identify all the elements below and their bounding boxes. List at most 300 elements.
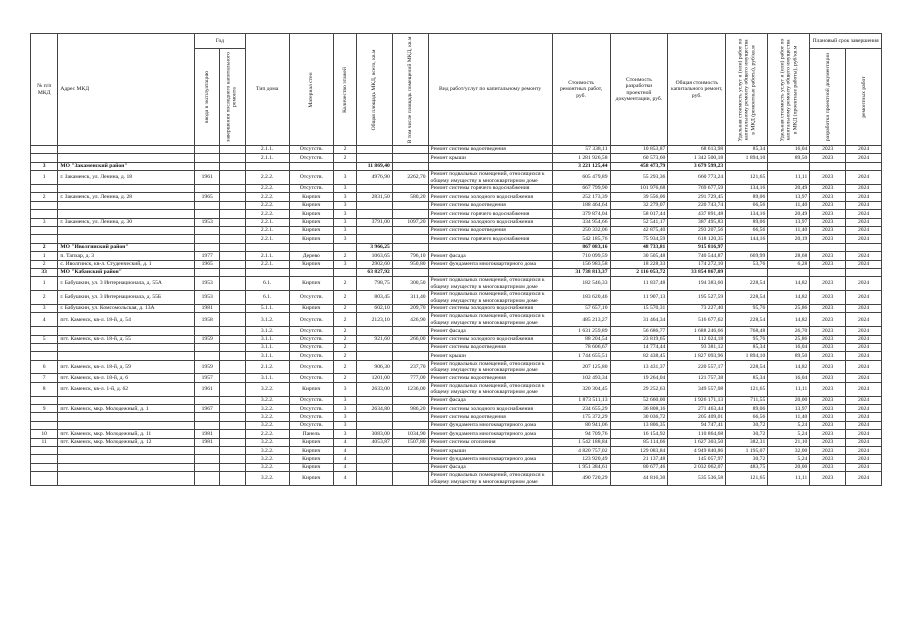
cell-deadline-repair: 2024 (846, 313, 882, 327)
cell-floors: 3 (333, 210, 356, 218)
cell-unit-cost-design: 25,86 (768, 335, 810, 343)
cell-repair-cost: 542 185,76 (552, 235, 610, 243)
cell-unit-cost-design (768, 243, 810, 251)
cell-deadline-design: 2023 (810, 235, 846, 243)
cell-design-cost: 30 036,72 (610, 413, 668, 421)
cell-total-cost: 271 463,44 (668, 405, 726, 413)
cell-total-cost: 535 536,58 (668, 472, 726, 486)
cell-unit-cost-repair: 89,06 (726, 218, 768, 226)
cell-unit-cost-design: 11,40 (768, 201, 810, 209)
cell-work-type: Ремонт подвальных помещений, относящихся к общему имуществу в многоквартирном доме (428, 277, 552, 291)
cell-work-type: Ремонт подвальных помещений, относящихся к общему имуществу в многоквартирном доме (428, 313, 552, 327)
cell-deadline-design: 2023 (810, 226, 846, 234)
cell-wall-material: Кирпич (289, 193, 333, 201)
cell-deadline-design: 2023 (810, 472, 846, 486)
cell-design-cost: 52 541,17 (610, 218, 668, 226)
cell-wall-material: Кирпич (289, 210, 333, 218)
table-header (31, 34, 882, 146)
cell-work-type: Ремонт подвальных помещений, относящихся к общему имуществу в многоквартирном доме (428, 382, 552, 396)
table-row (31, 226, 882, 234)
cell-house-type: 6.1. (245, 291, 289, 305)
table-row (31, 335, 882, 343)
cell-design-cost: 13 431,37 (610, 360, 668, 374)
cell-year-overhaul (220, 171, 245, 185)
cell-design-cost: 18 228,33 (610, 260, 668, 268)
cell-design-cost: 82 438,45 (610, 352, 668, 360)
cell-total-area (357, 154, 393, 162)
cell-total-cost: 94 747,41 (668, 421, 726, 429)
cell-unit-cost-design: 16,04 (768, 374, 810, 382)
cell-total-cost: 516 677,62 (668, 313, 726, 327)
cell-year-overhaul (220, 162, 245, 170)
header-premises-area: В том числе площадь помещений МКД, кв.м (392, 34, 428, 146)
cell-unit-cost-design: 32,00 (768, 447, 810, 455)
cell-wall-material: Отсутств. (289, 327, 333, 335)
cell-house-type: 3.2.2. (245, 455, 289, 463)
cell-design-cost: 2 116 053,72 (610, 268, 668, 276)
cell-total-cost: 349 557,08 (668, 382, 726, 396)
cell-work-type: Ремонт фундамента многоквартирного дома (428, 430, 552, 438)
table-row (31, 421, 882, 429)
cell-total-cost: 1 627 303,50 (668, 438, 726, 446)
cell-unit-cost-design: 14,82 (768, 313, 810, 327)
cell-deadline-design: 2023 (810, 218, 846, 226)
table-row (31, 413, 882, 421)
cell-floors: 2 (333, 291, 356, 305)
cell-deadline-design: 2023 (810, 277, 846, 291)
cell-design-cost: 85 114,66 (610, 438, 668, 446)
table-body (31, 146, 882, 486)
cell-year-commission (195, 154, 220, 162)
district-subtotal-row (31, 243, 882, 251)
cell-total-cost: 205 409,01 (668, 413, 726, 421)
table-row (31, 146, 882, 154)
cell-unit-cost-design: 28,68 (768, 252, 810, 260)
cell-house-type: 6.1. (245, 277, 289, 291)
cell-design-cost: 15 570,31 (610, 304, 668, 312)
cell-year-overhaul (220, 343, 245, 351)
cell-house-type: 2.2.1. (245, 226, 289, 234)
header-house-type: Тип дома (245, 34, 289, 146)
cell-total-cost: 68 613,98 (668, 146, 726, 154)
cell-deadline-repair: 2024 (846, 184, 882, 192)
cell-unit-cost-design: 11,11 (768, 382, 810, 396)
cell-year-commission: 1959 (195, 360, 220, 374)
cell-deadline-design: 2023 (810, 146, 846, 154)
cell-premises-area: 986,20 (392, 405, 428, 413)
cell-total-area: 2633,00 (357, 382, 393, 396)
cell-num (31, 463, 58, 471)
cell-year-commission: 1958 (195, 313, 220, 327)
cell-num (31, 421, 58, 429)
cell-premises-area (392, 455, 428, 463)
cell-house-type: 2.2.2. (245, 210, 289, 218)
cell-year-overhaul (220, 226, 245, 234)
cell-premises-area (392, 243, 428, 251)
cell-unit-cost-repair: 30,72 (726, 430, 768, 438)
cell-num: 3 (31, 218, 58, 226)
cell-year-overhaul (220, 430, 245, 438)
cell-repair-cost: 207 125,80 (552, 360, 610, 374)
cell-unit-cost-design: 11,40 (768, 226, 810, 234)
cell-floors: 4 (333, 463, 356, 471)
cell-deadline-design: 2023 (810, 335, 846, 343)
cell-premises-area: 1034,90 (392, 430, 428, 438)
cell-total-cost: 220 743,74 (668, 201, 726, 209)
cell-total-area: 1063,65 (357, 252, 393, 260)
cell-deadline-repair: 2024 (846, 154, 882, 162)
cell-unit-cost-design: 5,24 (768, 455, 810, 463)
cell-repair-cost: 250 332,06 (552, 226, 610, 234)
cell-year-commission (195, 396, 220, 404)
cell-work-type: Ремонт системы водоотведения (428, 343, 552, 351)
cell-unit-cost-repair: 53,76 (726, 260, 768, 268)
cell-total-cost: 93 381,12 (668, 343, 726, 351)
cell-deadline-design: 2023 (810, 260, 846, 268)
cell-wall-material: Кирпич (289, 235, 333, 243)
cell-work-type: Ремонт фундамента многоквартирного дома (428, 455, 552, 463)
cell-year-overhaul (220, 463, 245, 471)
cell-house-type: 3.2.2. (245, 421, 289, 429)
cell-design-cost: 13 806,35 (610, 421, 668, 429)
cell-repair-cost: 57 657,10 (552, 304, 610, 312)
cell-repair-cost: 156 983,58 (552, 260, 610, 268)
cell-address: пгт. Каменск, кв-л. 18-й, д. 54 (58, 313, 195, 327)
cell-work-type: Ремонт фасада (428, 327, 552, 335)
cell-house-type: 2.2.2. (245, 184, 289, 192)
table-row (31, 374, 882, 382)
table-row (31, 277, 882, 291)
cell-work-type: Ремонт системы водоотведения (428, 201, 552, 209)
cell-repair-cost: 334 954,66 (552, 218, 610, 226)
cell-wall-material: Отсутств. (289, 291, 333, 305)
cell-total-area: 2123,10 (357, 313, 393, 327)
cell-house-type: 3.2.2. (245, 396, 289, 404)
cell-wall-material: Кирпич (289, 304, 333, 312)
cell-work-type: Ремонт системы холодного водоснабжения (428, 405, 552, 413)
cell-deadline-design: 2023 (810, 291, 846, 305)
cell-year-commission: 1961 (195, 171, 220, 185)
cell-deadline-design: 2023 (810, 405, 846, 413)
cell-deadline-design: 2023 (810, 313, 846, 327)
cell-wall-material: Отсутств. (289, 413, 333, 421)
cell-work-type: Ремонт подвальных помещений, относящихся к общему имуществу в многоквартирном доме (428, 472, 552, 486)
cell-deadline-repair: 2024 (846, 455, 882, 463)
cell-year-overhaul (220, 210, 245, 218)
cell-floors: 4 (333, 438, 356, 446)
cell-deadline-design: 2023 (810, 252, 846, 260)
cell-work-type: Ремонт системы водоотведения (428, 413, 552, 421)
cell-total-cost: 437 891,48 (668, 210, 726, 218)
cell-deadline-repair: 2024 (846, 382, 882, 396)
cell-year-commission (195, 201, 220, 209)
cell-work-type: Ремонт подвальных помещений, относящихся к общему имуществу в многоквартирном доме (428, 360, 552, 374)
cell-deadline-design (810, 243, 846, 251)
cell-design-cost: 75 934,59 (610, 235, 668, 243)
cell-wall-material: Отсутств. (289, 374, 333, 382)
cell-work-type: Ремонт системы отопления (428, 438, 552, 446)
cell-house-type: 2.2.2. (245, 201, 289, 209)
cell-total-cost: 660 773,24 (668, 171, 726, 185)
cell-total-area (357, 396, 393, 404)
cell-design-cost: 11 837,48 (610, 277, 668, 291)
header-repair-cost: Стоимость ремонтных работ, руб. (552, 34, 610, 146)
cell-floors: 2 (333, 313, 356, 327)
cell-year-commission (195, 327, 220, 335)
cell-premises-area (392, 184, 428, 192)
cell-num (31, 343, 58, 351)
cell-deadline-design: 2023 (810, 413, 846, 421)
cell-num (31, 235, 58, 243)
cell-address: пгт. Каменск, кв-л. 18-й, д. 6 (58, 374, 195, 382)
cell-total-area (357, 413, 393, 421)
cell-total-cost: 195 527,59 (668, 291, 726, 305)
cell-address: МО "Иволгинский район" (58, 243, 195, 251)
table-row (31, 252, 882, 260)
cell-year-commission (195, 447, 220, 455)
district-subtotal-row (31, 162, 882, 170)
cell-house-type: 3.1.1. (245, 374, 289, 382)
table-row (31, 260, 882, 268)
capital-repair-table (30, 33, 882, 486)
document-page (30, 33, 882, 486)
cell-year-commission (195, 455, 220, 463)
cell-unit-cost-design: 14,82 (768, 360, 810, 374)
cell-premises-area: 1507,80 (392, 438, 428, 446)
cell-num: 1 (31, 252, 58, 260)
cell-floors: 4 (333, 447, 356, 455)
cell-house-type: 2.1.1. (245, 252, 289, 260)
cell-wall-material: Отсутств. (289, 352, 333, 360)
cell-total-area: 602,10 (357, 304, 393, 312)
cell-design-cost: 48 733,81 (610, 243, 668, 251)
cell-wall-material (289, 162, 333, 170)
table-row (31, 472, 882, 486)
cell-floors: 2 (333, 335, 356, 343)
cell-total-area: 803,45 (357, 291, 393, 305)
cell-year-commission (195, 243, 220, 251)
cell-total-area: 4053,87 (357, 438, 393, 446)
cell-repair-cost: 490 720,29 (552, 472, 610, 486)
cell-design-cost: 458 473,79 (610, 162, 668, 170)
cell-house-type: 3.2.2. (245, 405, 289, 413)
cell-work-type: Ремонт фасада (428, 463, 552, 471)
cell-year-commission (195, 463, 220, 471)
cell-repair-cost: 123 920,49 (552, 455, 610, 463)
cell-floors: 3 (333, 421, 356, 429)
cell-num: 2 (31, 291, 58, 305)
cell-work-type (428, 162, 552, 170)
cell-deadline-design: 2023 (810, 396, 846, 404)
cell-premises-area (392, 352, 428, 360)
cell-house-type: 3.2.2. (245, 413, 289, 421)
cell-unit-cost-repair: 66,56 (726, 413, 768, 421)
cell-year-commission (195, 413, 220, 421)
cell-total-cost: 145 057,97 (668, 455, 726, 463)
cell-address: МО "Закаменский район" (58, 162, 195, 170)
table-row (31, 184, 882, 192)
cell-unit-cost-design: 16,04 (768, 343, 810, 351)
header-year-group: Год (195, 34, 245, 49)
header-total-area: Общая площадь МКД, всего, кв.м (357, 34, 393, 146)
header-year-overhaul: завершения последнего капитального ремонта (220, 49, 245, 146)
cell-wall-material: Кирпич (289, 438, 333, 446)
cell-repair-cost: 102 493,34 (552, 374, 610, 382)
cell-unit-cost-repair: 121,65 (726, 382, 768, 396)
cell-work-type: Ремонт системы горячего водоснабжения (428, 184, 552, 192)
cell-year-commission: 1967 (195, 405, 220, 413)
cell-deadline-repair: 2024 (846, 352, 882, 360)
cell-wall-material: Кирпич (289, 226, 333, 234)
cell-premises-area: 2262,70 (392, 171, 428, 185)
cell-premises-area (392, 463, 428, 471)
cell-house-type: 3.1.1. (245, 343, 289, 351)
cell-deadline-repair: 2024 (846, 360, 882, 374)
cell-unit-cost-design: 13,97 (768, 193, 810, 201)
cell-wall-material: Кирпич (289, 472, 333, 486)
cell-floors: 2 (333, 374, 356, 382)
cell-year-overhaul (220, 313, 245, 327)
cell-num (31, 413, 58, 421)
cell-unit-cost-repair: 89,06 (726, 405, 768, 413)
cell-total-cost: 110 864,68 (668, 430, 726, 438)
cell-deadline-repair: 2024 (846, 463, 882, 471)
cell-repair-cost: 188 464,64 (552, 201, 610, 209)
cell-unit-cost-repair: 95,76 (726, 335, 768, 343)
cell-wall-material: Дерево (289, 252, 333, 260)
cell-total-area (357, 146, 393, 154)
cell-deadline-design: 2023 (810, 430, 846, 438)
cell-floors: 2 (333, 146, 356, 154)
cell-total-area: 3791,00 (357, 218, 393, 226)
cell-design-cost: 23 819,65 (610, 335, 668, 343)
cell-work-type: Ремонт фундамента многоквартирного дома (428, 260, 552, 268)
cell-deadline-design: 2023 (810, 304, 846, 312)
header-deadline-design: разработки проектной документации (810, 49, 846, 146)
cell-address: пгт. Каменск, мкр. Молодежный, д. 11 (58, 430, 195, 438)
cell-deadline-design: 2023 (810, 463, 846, 471)
cell-year-overhaul (220, 327, 245, 335)
cell-deadline-design: 2023 (810, 193, 846, 201)
cell-floors: 2 (333, 277, 356, 291)
cell-deadline-repair: 2024 (846, 413, 882, 421)
cell-year-commission (195, 343, 220, 351)
cell-house-type: 2.1.1. (245, 146, 289, 154)
cell-year-overhaul (220, 201, 245, 209)
header-year-commission: ввода в эксплуатацию (195, 49, 220, 146)
cell-wall-material: Кирпич (289, 260, 333, 268)
cell-address: пгт. Каменск, кв-л. 18-й, д. 59 (58, 360, 195, 374)
cell-unit-cost-repair: 483,75 (726, 463, 768, 471)
cell-total-area (357, 463, 393, 471)
table-row (31, 193, 882, 201)
cell-deadline-design: 2023 (810, 327, 846, 335)
cell-work-type: Ремонт подвальных помещений, относящихся к общему имуществу в многоквартирном доме (428, 291, 552, 305)
cell-design-cost: 52 660,00 (610, 396, 668, 404)
cell-unit-cost-design: 14,82 (768, 277, 810, 291)
cell-year-commission: 1953 (195, 218, 220, 226)
cell-total-area (357, 352, 393, 360)
cell-wall-material: Кирпич (289, 277, 333, 291)
cell-year-commission (195, 162, 220, 170)
cell-floors: 3 (333, 430, 356, 438)
cell-address (58, 472, 195, 486)
cell-num (31, 184, 58, 192)
cell-unit-cost-design: 11,11 (768, 472, 810, 486)
cell-premises-area: 237,70 (392, 360, 428, 374)
cell-house-type (245, 243, 289, 251)
cell-repair-cost: 1 951 384,61 (552, 463, 610, 471)
cell-total-cost: 220 557,17 (668, 360, 726, 374)
cell-deadline-repair (846, 243, 882, 251)
cell-address (58, 146, 195, 154)
cell-num: 2 (31, 243, 58, 251)
cell-repair-cost: 252 173,39 (552, 193, 610, 201)
cell-year-commission: 1959 (195, 335, 220, 343)
cell-total-cost: 3 679 599,23 (668, 162, 726, 170)
cell-address (58, 210, 195, 218)
table-row (31, 463, 882, 471)
cell-repair-cost: 1 281 926,58 (552, 154, 610, 162)
cell-house-type: 5.1.1. (245, 304, 289, 312)
cell-address (58, 463, 195, 471)
cell-design-cost: 101 976,68 (610, 184, 668, 192)
cell-design-cost: 39 556,06 (610, 193, 668, 201)
cell-premises-area (392, 327, 428, 335)
cell-year-overhaul (220, 193, 245, 201)
cell-total-cost: 73 227,40 (668, 304, 726, 312)
cell-repair-cost: 3 221 125,44 (552, 162, 610, 170)
header-total-cost: Общая стоимость капитального ремонт, руб. (668, 34, 726, 146)
cell-floors (333, 162, 356, 170)
cell-address (58, 352, 195, 360)
cell-unit-cost-design: 20,00 (768, 463, 810, 471)
cell-unit-cost-repair: 89,06 (726, 193, 768, 201)
cell-work-type: Ремонт крыши (428, 352, 552, 360)
cell-address (58, 413, 195, 421)
cell-address: МО "Кабанский район" (58, 268, 195, 276)
header-floors: Количество этажей (333, 34, 356, 146)
cell-work-type: Ремонт системы горячего водоснабжения (428, 210, 552, 218)
cell-unit-cost-design: 89,50 (768, 352, 810, 360)
cell-premises-area: 426,90 (392, 313, 428, 327)
cell-num (31, 396, 58, 404)
cell-wall-material: Отсутств. (289, 360, 333, 374)
cell-address: пгт. Каменск, кв-л. 18-й, д. 55 (58, 335, 195, 343)
cell-total-cost: 2 032 062,07 (668, 463, 726, 471)
cell-year-overhaul (220, 421, 245, 429)
cell-num (31, 455, 58, 463)
cell-unit-cost-repair (726, 162, 768, 170)
cell-year-commission (195, 226, 220, 234)
cell-num (31, 226, 58, 234)
cell-year-overhaul (220, 405, 245, 413)
cell-year-overhaul (220, 291, 245, 305)
cell-address: г. Закаменск, ул. Ленина, д. 18 (58, 171, 195, 185)
cell-work-type: Ремонт системы холодного водоснабжения (428, 193, 552, 201)
cell-unit-cost-design: 20,19 (768, 235, 810, 243)
table-row (31, 218, 882, 226)
cell-total-area (357, 235, 393, 243)
cell-deadline-repair: 2024 (846, 396, 882, 404)
cell-repair-cost: 183 620,46 (552, 291, 610, 305)
cell-premises-area (392, 396, 428, 404)
cell-total-area: 2902,60 (357, 260, 393, 268)
cell-wall-material: Кирпич (289, 201, 333, 209)
table-row (31, 447, 882, 455)
cell-num: 2 (31, 193, 58, 201)
table-row (31, 382, 882, 396)
